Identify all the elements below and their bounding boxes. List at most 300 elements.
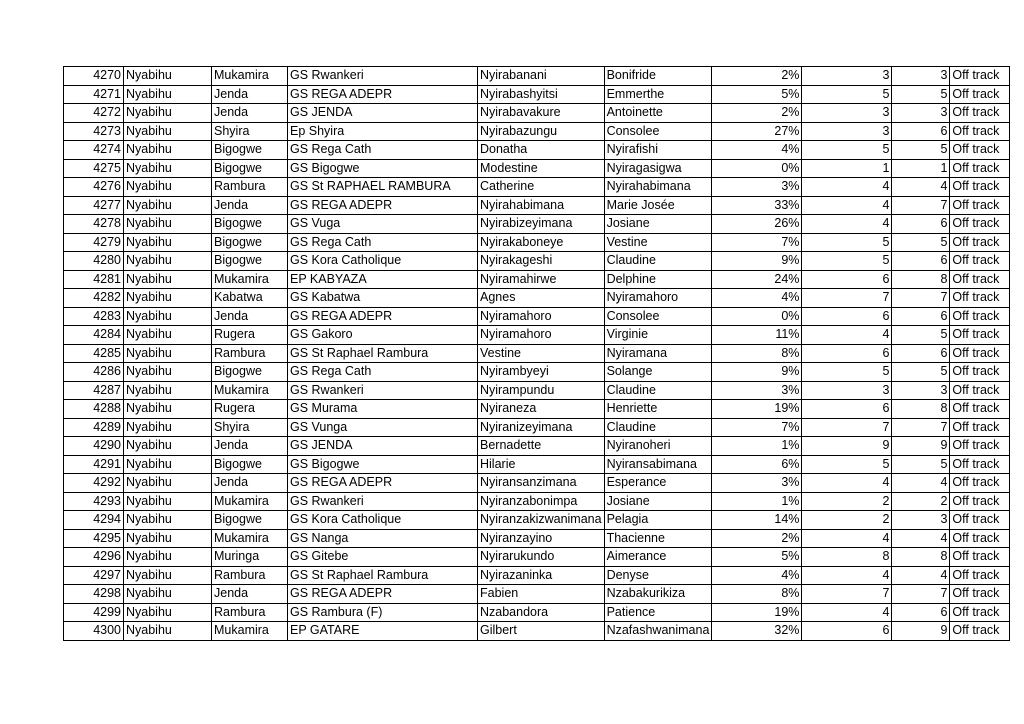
cell-sector: Jenda	[212, 196, 288, 215]
cell-status: Off track	[950, 529, 1010, 548]
cell-id: 4284	[64, 326, 124, 345]
cell-status: Off track	[950, 104, 1010, 123]
cell-value-b: 7	[892, 196, 950, 215]
cell-value-b: 5	[892, 141, 950, 160]
cell-value-b: 6	[892, 252, 950, 271]
cell-sector: Jenda	[212, 104, 288, 123]
cell-district: Nyabihu	[124, 67, 212, 86]
cell-school: GS Rwankeri	[288, 67, 478, 86]
cell-sector: Bigogwe	[212, 141, 288, 160]
table-row	[64, 603, 1010, 622]
cell-percent: 7%	[712, 418, 802, 437]
cell-id: 4293	[64, 492, 124, 511]
cell-value-b: 7	[892, 585, 950, 604]
cell-last-name: Agnes	[478, 289, 605, 308]
cell-first-name: Claudine	[604, 381, 712, 400]
cell-last-name: Nyirazaninka	[478, 566, 605, 585]
cell-first-name: Nyiranoheri	[604, 437, 712, 456]
cell-school: GS REGA ADEPR	[288, 474, 478, 493]
cell-value-b: 8	[892, 400, 950, 419]
cell-school: GS Vunga	[288, 418, 478, 437]
cell-id: 4273	[64, 122, 124, 141]
cell-school: GS Kora Catholique	[288, 252, 478, 271]
cell-status: Off track	[950, 141, 1010, 160]
cell-first-name: Emmerthe	[604, 85, 712, 104]
cell-district: Nyabihu	[124, 233, 212, 252]
cell-school: GS Rega Cath	[288, 363, 478, 382]
cell-value-b: 5	[892, 233, 950, 252]
cell-status: Off track	[950, 67, 1010, 86]
cell-sector: Muringa	[212, 548, 288, 567]
cell-district: Nyabihu	[124, 104, 212, 123]
cell-value-a: 3	[802, 67, 892, 86]
cell-value-a: 6	[802, 400, 892, 419]
cell-status: Off track	[950, 122, 1010, 141]
cell-value-a: 5	[802, 85, 892, 104]
cell-district: Nyabihu	[124, 511, 212, 530]
cell-first-name: Solange	[604, 363, 712, 382]
table-row	[64, 252, 1010, 271]
cell-status: Off track	[950, 326, 1010, 345]
cell-status: Off track	[950, 215, 1010, 234]
cell-first-name: Aimerance	[604, 548, 712, 567]
table-row	[64, 104, 1010, 123]
table-row	[64, 67, 1010, 86]
cell-first-name: Patience	[604, 603, 712, 622]
table-row	[64, 289, 1010, 308]
cell-first-name: Josiane	[604, 492, 712, 511]
cell-status: Off track	[950, 622, 1010, 641]
cell-value-a: 6	[802, 622, 892, 641]
cell-status: Off track	[950, 363, 1010, 382]
cell-last-name: Hilarie	[478, 455, 605, 474]
cell-value-b: 3	[892, 511, 950, 530]
cell-percent: 24%	[712, 270, 802, 289]
cell-last-name: Nyiranzayino	[478, 529, 605, 548]
cell-sector: Bigogwe	[212, 233, 288, 252]
cell-first-name: Consolee	[604, 122, 712, 141]
cell-district: Nyabihu	[124, 252, 212, 271]
cell-percent: 5%	[712, 85, 802, 104]
cell-school: GS Rwankeri	[288, 492, 478, 511]
cell-id: 4277	[64, 196, 124, 215]
cell-id: 4279	[64, 233, 124, 252]
cell-sector: Kabatwa	[212, 289, 288, 308]
cell-percent: 33%	[712, 196, 802, 215]
cell-value-a: 2	[802, 492, 892, 511]
cell-first-name: Claudine	[604, 418, 712, 437]
cell-value-b: 9	[892, 622, 950, 641]
cell-last-name: Nyirabashyitsi	[478, 85, 605, 104]
cell-percent: 9%	[712, 252, 802, 271]
cell-value-b: 6	[892, 344, 950, 363]
cell-first-name: Josiane	[604, 215, 712, 234]
cell-first-name: Denyse	[604, 566, 712, 585]
table-row	[64, 233, 1010, 252]
cell-status: Off track	[950, 307, 1010, 326]
cell-sector: Mukamira	[212, 270, 288, 289]
cell-percent: 7%	[712, 233, 802, 252]
cell-status: Off track	[950, 178, 1010, 197]
cell-id: 4292	[64, 474, 124, 493]
cell-last-name: Nyiramahirwe	[478, 270, 605, 289]
cell-percent: 11%	[712, 326, 802, 345]
cell-first-name: Thacienne	[604, 529, 712, 548]
cell-first-name: Nyirafishi	[604, 141, 712, 160]
cell-percent: 3%	[712, 474, 802, 493]
cell-value-a: 4	[802, 566, 892, 585]
cell-sector: Bigogwe	[212, 252, 288, 271]
cell-percent: 19%	[712, 400, 802, 419]
cell-percent: 2%	[712, 529, 802, 548]
cell-id: 4286	[64, 363, 124, 382]
cell-first-name: Vestine	[604, 233, 712, 252]
cell-status: Off track	[950, 418, 1010, 437]
cell-sector: Bigogwe	[212, 215, 288, 234]
cell-value-b: 5	[892, 326, 950, 345]
cell-id: 4287	[64, 381, 124, 400]
table-row	[64, 474, 1010, 493]
cell-first-name: Nzafashwanimana	[604, 622, 712, 641]
cell-last-name: Nyirakaboneye	[478, 233, 605, 252]
table-row	[64, 418, 1010, 437]
cell-sector: Mukamira	[212, 492, 288, 511]
cell-status: Off track	[950, 492, 1010, 511]
cell-district: Nyabihu	[124, 437, 212, 456]
cell-school: GS Vuga	[288, 215, 478, 234]
cell-last-name: Nyiraneza	[478, 400, 605, 419]
cell-last-name: Bernadette	[478, 437, 605, 456]
cell-sector: Rambura	[212, 603, 288, 622]
cell-last-name: Nyiransanzimana	[478, 474, 605, 493]
cell-school: EP KABYAZA	[288, 270, 478, 289]
cell-first-name: Nyirahabimana	[604, 178, 712, 197]
cell-first-name: Nyiragasigwa	[604, 159, 712, 178]
cell-percent: 26%	[712, 215, 802, 234]
cell-district: Nyabihu	[124, 566, 212, 585]
table-row	[64, 307, 1010, 326]
cell-value-b: 3	[892, 67, 950, 86]
cell-school: GS Rega Cath	[288, 233, 478, 252]
cell-status: Off track	[950, 511, 1010, 530]
cell-percent: 19%	[712, 603, 802, 622]
cell-value-a: 6	[802, 270, 892, 289]
cell-district: Nyabihu	[124, 603, 212, 622]
cell-district: Nyabihu	[124, 215, 212, 234]
cell-status: Off track	[950, 233, 1010, 252]
cell-value-b: 4	[892, 178, 950, 197]
table-row	[64, 326, 1010, 345]
cell-first-name: Pelagia	[604, 511, 712, 530]
cell-first-name: Delphine	[604, 270, 712, 289]
cell-school: GS St RAPHAEL RAMBURA	[288, 178, 478, 197]
cell-sector: Bigogwe	[212, 363, 288, 382]
cell-status: Off track	[950, 566, 1010, 585]
cell-value-a: 6	[802, 344, 892, 363]
cell-value-b: 6	[892, 122, 950, 141]
cell-value-b: 8	[892, 270, 950, 289]
cell-value-b: 6	[892, 215, 950, 234]
cell-last-name: Nyiramahoro	[478, 326, 605, 345]
cell-school: GS Gakoro	[288, 326, 478, 345]
cell-id: 4272	[64, 104, 124, 123]
cell-sector: Bigogwe	[212, 455, 288, 474]
cell-value-a: 3	[802, 104, 892, 123]
table-row	[64, 566, 1010, 585]
cell-id: 4299	[64, 603, 124, 622]
cell-school: GS JENDA	[288, 437, 478, 456]
cell-district: Nyabihu	[124, 363, 212, 382]
cell-last-name: Nyirambyeyi	[478, 363, 605, 382]
cell-id: 4285	[64, 344, 124, 363]
cell-value-b: 3	[892, 104, 950, 123]
table-row	[64, 196, 1010, 215]
cell-sector: Bigogwe	[212, 511, 288, 530]
cell-value-a: 2	[802, 511, 892, 530]
cell-value-b: 2	[892, 492, 950, 511]
cell-value-a: 4	[802, 178, 892, 197]
cell-district: Nyabihu	[124, 178, 212, 197]
cell-value-b: 6	[892, 603, 950, 622]
cell-sector: Shyira	[212, 418, 288, 437]
table-row	[64, 215, 1010, 234]
cell-status: Off track	[950, 270, 1010, 289]
cell-percent: 4%	[712, 141, 802, 160]
cell-district: Nyabihu	[124, 381, 212, 400]
cell-value-a: 6	[802, 307, 892, 326]
cell-last-name: Nyiramahoro	[478, 307, 605, 326]
cell-school: GS Nanga	[288, 529, 478, 548]
cell-id: 4297	[64, 566, 124, 585]
cell-first-name: Nyiramana	[604, 344, 712, 363]
cell-last-name: Donatha	[478, 141, 605, 160]
cell-school: GS Rega Cath	[288, 141, 478, 160]
cell-first-name: Nzabakurikiza	[604, 585, 712, 604]
cell-value-a: 8	[802, 548, 892, 567]
cell-value-a: 5	[802, 363, 892, 382]
table-row	[64, 511, 1010, 530]
cell-sector: Mukamira	[212, 622, 288, 641]
cell-value-a: 4	[802, 529, 892, 548]
cell-value-b: 4	[892, 529, 950, 548]
cell-percent: 3%	[712, 381, 802, 400]
cell-last-name: Modestine	[478, 159, 605, 178]
cell-school: GS Kora Catholique	[288, 511, 478, 530]
table-row	[64, 344, 1010, 363]
cell-value-a: 7	[802, 585, 892, 604]
cell-district: Nyabihu	[124, 548, 212, 567]
table-row	[64, 85, 1010, 104]
cell-percent: 2%	[712, 104, 802, 123]
cell-value-b: 5	[892, 85, 950, 104]
cell-sector: Jenda	[212, 585, 288, 604]
cell-status: Off track	[950, 381, 1010, 400]
cell-percent: 6%	[712, 455, 802, 474]
cell-sector: Jenda	[212, 474, 288, 493]
data-table	[63, 66, 1010, 641]
table-row	[64, 141, 1010, 160]
cell-id: 4291	[64, 455, 124, 474]
cell-value-b: 3	[892, 381, 950, 400]
cell-first-name: Henriette	[604, 400, 712, 419]
cell-school: GS St Raphael Rambura	[288, 566, 478, 585]
cell-id: 4276	[64, 178, 124, 197]
cell-district: Nyabihu	[124, 400, 212, 419]
cell-school: GS REGA ADEPR	[288, 307, 478, 326]
cell-value-a: 3	[802, 122, 892, 141]
cell-district: Nyabihu	[124, 270, 212, 289]
cell-school: GS Bigogwe	[288, 159, 478, 178]
cell-id: 4280	[64, 252, 124, 271]
table-row	[64, 400, 1010, 419]
cell-percent: 8%	[712, 585, 802, 604]
cell-status: Off track	[950, 585, 1010, 604]
cell-first-name: Esperance	[604, 474, 712, 493]
cell-sector: Rugera	[212, 326, 288, 345]
cell-district: Nyabihu	[124, 474, 212, 493]
cell-percent: 32%	[712, 622, 802, 641]
cell-sector: Shyira	[212, 122, 288, 141]
cell-value-b: 1	[892, 159, 950, 178]
cell-status: Off track	[950, 85, 1010, 104]
cell-id: 4295	[64, 529, 124, 548]
cell-value-a: 5	[802, 233, 892, 252]
cell-id: 4296	[64, 548, 124, 567]
cell-first-name: Virginie	[604, 326, 712, 345]
cell-percent: 2%	[712, 67, 802, 86]
cell-school: GS Gitebe	[288, 548, 478, 567]
cell-sector: Jenda	[212, 437, 288, 456]
cell-last-name: Nyiranzakizwanimana	[478, 511, 605, 530]
table-row	[64, 585, 1010, 604]
cell-value-a: 7	[802, 289, 892, 308]
cell-id: 4294	[64, 511, 124, 530]
cell-district: Nyabihu	[124, 344, 212, 363]
cell-status: Off track	[950, 344, 1010, 363]
cell-school: GS Rwankeri	[288, 381, 478, 400]
cell-last-name: Gilbert	[478, 622, 605, 641]
cell-value-a: 4	[802, 603, 892, 622]
cell-status: Off track	[950, 196, 1010, 215]
table-body	[64, 67, 1010, 641]
cell-first-name: Marie Josée	[604, 196, 712, 215]
cell-percent: 0%	[712, 307, 802, 326]
cell-last-name: Nyirabavakure	[478, 104, 605, 123]
cell-status: Off track	[950, 603, 1010, 622]
cell-last-name: Catherine	[478, 178, 605, 197]
cell-district: Nyabihu	[124, 307, 212, 326]
cell-sector: Mukamira	[212, 529, 288, 548]
cell-percent: 3%	[712, 178, 802, 197]
cell-id: 4278	[64, 215, 124, 234]
cell-status: Off track	[950, 437, 1010, 456]
cell-last-name: Nyirabazungu	[478, 122, 605, 141]
cell-percent: 1%	[712, 437, 802, 456]
cell-value-a: 4	[802, 474, 892, 493]
cell-sector: Mukamira	[212, 67, 288, 86]
cell-last-name: Nyirakageshi	[478, 252, 605, 271]
cell-percent: 14%	[712, 511, 802, 530]
cell-school: GS JENDA	[288, 104, 478, 123]
cell-percent: 27%	[712, 122, 802, 141]
cell-sector: Jenda	[212, 85, 288, 104]
cell-value-b: 4	[892, 474, 950, 493]
cell-last-name: Nyirabizeyimana	[478, 215, 605, 234]
cell-status: Off track	[950, 289, 1010, 308]
cell-district: Nyabihu	[124, 492, 212, 511]
cell-school: GS REGA ADEPR	[288, 585, 478, 604]
cell-value-a: 4	[802, 215, 892, 234]
cell-value-b: 6	[892, 307, 950, 326]
cell-value-b: 5	[892, 363, 950, 382]
cell-id: 4275	[64, 159, 124, 178]
table-row	[64, 178, 1010, 197]
cell-school: GS St Raphael Rambura	[288, 344, 478, 363]
cell-status: Off track	[950, 252, 1010, 271]
cell-sector: Rambura	[212, 178, 288, 197]
cell-value-a: 5	[802, 455, 892, 474]
cell-last-name: Nyirabanani	[478, 67, 605, 86]
cell-district: Nyabihu	[124, 455, 212, 474]
cell-percent: 1%	[712, 492, 802, 511]
cell-status: Off track	[950, 548, 1010, 567]
cell-school: GS REGA ADEPR	[288, 85, 478, 104]
cell-first-name: Nyiramahoro	[604, 289, 712, 308]
cell-value-a: 5	[802, 252, 892, 271]
cell-id: 4271	[64, 85, 124, 104]
cell-id: 4288	[64, 400, 124, 419]
cell-value-a: 4	[802, 326, 892, 345]
table-row	[64, 622, 1010, 641]
cell-status: Off track	[950, 474, 1010, 493]
cell-status: Off track	[950, 159, 1010, 178]
cell-percent: 5%	[712, 548, 802, 567]
cell-district: Nyabihu	[124, 585, 212, 604]
cell-district: Nyabihu	[124, 122, 212, 141]
cell-status: Off track	[950, 400, 1010, 419]
cell-last-name: Fabien	[478, 585, 605, 604]
table-row	[64, 159, 1010, 178]
cell-percent: 0%	[712, 159, 802, 178]
cell-sector: Bigogwe	[212, 159, 288, 178]
cell-id: 4270	[64, 67, 124, 86]
table-row	[64, 122, 1010, 141]
cell-id: 4274	[64, 141, 124, 160]
cell-district: Nyabihu	[124, 159, 212, 178]
cell-value-b: 4	[892, 566, 950, 585]
cell-school: GS REGA ADEPR	[288, 196, 478, 215]
cell-first-name: Bonifride	[604, 67, 712, 86]
table-row	[64, 455, 1010, 474]
cell-district: Nyabihu	[124, 141, 212, 160]
cell-id: 4282	[64, 289, 124, 308]
cell-status: Off track	[950, 455, 1010, 474]
table-row	[64, 529, 1010, 548]
cell-value-a: 5	[802, 141, 892, 160]
cell-value-b: 9	[892, 437, 950, 456]
cell-district: Nyabihu	[124, 196, 212, 215]
cell-value-a: 4	[802, 196, 892, 215]
cell-last-name: Nyiranzabonimpa	[478, 492, 605, 511]
cell-percent: 9%	[712, 363, 802, 382]
table-row	[64, 492, 1010, 511]
cell-value-b: 7	[892, 418, 950, 437]
cell-last-name: Nyiranizeyimana	[478, 418, 605, 437]
cell-sector: Rambura	[212, 344, 288, 363]
cell-value-b: 7	[892, 289, 950, 308]
cell-percent: 4%	[712, 566, 802, 585]
cell-school: GS Kabatwa	[288, 289, 478, 308]
